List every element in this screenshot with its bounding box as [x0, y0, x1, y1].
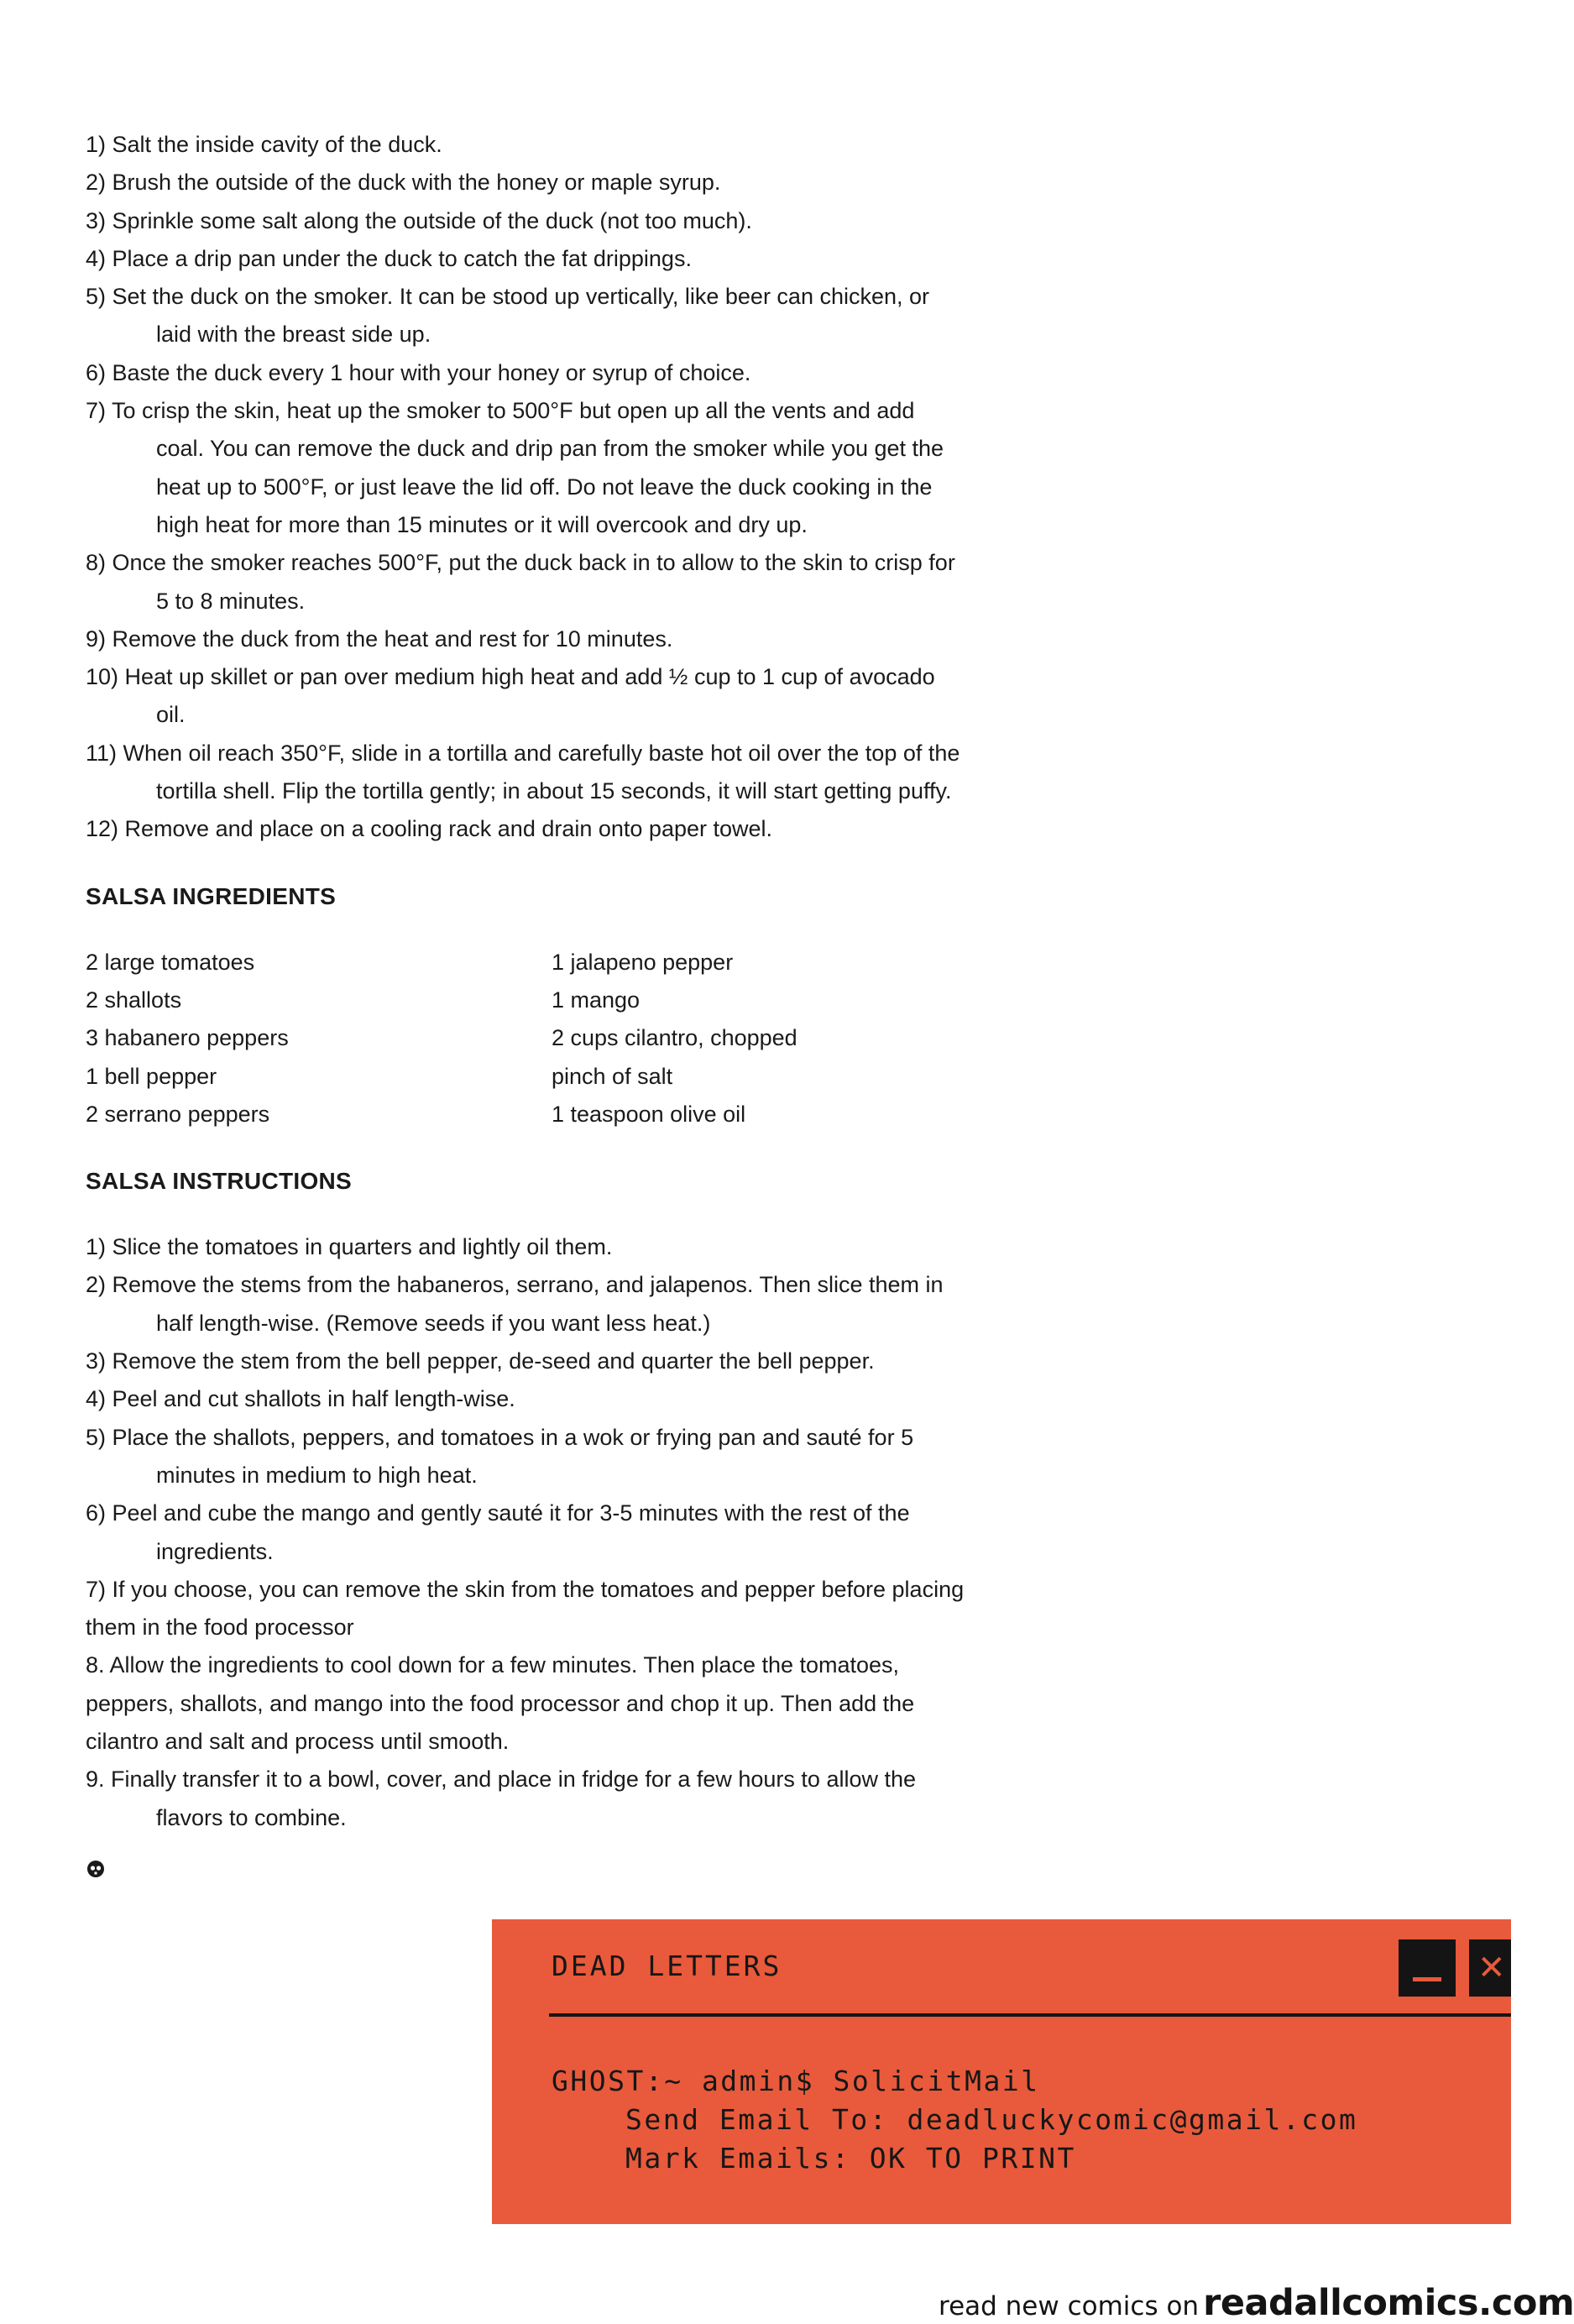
duck-step: 5) Set the duck on the smoker. It can be stood up vertically, like beer can chicken, or laid with the breast side up. [86, 284, 930, 348]
salsa-steps [86, 1228, 967, 1837]
ingredient: 1 teaspoon olive oil [552, 1101, 746, 1127]
duck-step: 6) Baste the duck every 1 hour with your honey or syrup of choice. [86, 359, 751, 385]
dead-letters-panel [492, 1919, 1511, 2224]
skull-end-mark-icon [86, 1859, 106, 1879]
terminal-output [552, 2062, 1357, 2178]
salsa-step: 5) Place the shallots, peppers, and tomatoes in a wok or frying pan and sauté for 5 minutes in medium to high heat. [86, 1424, 914, 1488]
salsa-instructions-heading: SALSA INSTRUCTIONS [86, 1168, 353, 1195]
ingredient: 3 habanero peppers [86, 1025, 289, 1051]
ingredient: pinch of salt [552, 1063, 673, 1089]
terminal-prompt: GHOST:~ admin$ SolicitMail [552, 2065, 1040, 2097]
salsa-step: 9. Finally transfer it to a bowl, cover, and place in fridge for a few hours to allow the flavors to combine. [86, 1767, 917, 1830]
recipe-page [86, 126, 967, 1883]
duck-step: 4) Place a drip pan under the duck to catch the fat drippings. [86, 245, 692, 271]
ingredient: 1 bell pepper [86, 1063, 217, 1089]
terminal-email-line: Send Email To: deadluckycomic@gmail.com [625, 2103, 1358, 2136]
ingredient: 2 shallots [86, 987, 182, 1013]
duck-step: 10) Heat up skillet or pan over medium high heat and add ½ cup to 1 cup of avocado oil. [86, 664, 935, 728]
duck-step: 12) Remove and place on a cooling rack and drain onto paper towel. [86, 816, 773, 842]
salsa-step: 8. Allow the ingredients to cool down for a few minutes. Then place the tomatoes, peppers, shallots, and mango into the food processor and chop it up. Then add the cilantro and salt and process until smooth. [86, 1652, 915, 1754]
salsa-step: 4) Peel and cut shallots in half length-wise. [86, 1386, 515, 1412]
close-icon: ✕ [1477, 1949, 1506, 1987]
ingredient: 1 jalapeno pepper [552, 949, 734, 975]
ingredient: 2 serrano peppers [86, 1101, 270, 1127]
ingredient: 1 mango [552, 987, 641, 1013]
minimize-button[interactable] [1399, 1939, 1456, 1997]
salsa-ingredients-heading: SALSA INGREDIENTS [86, 882, 337, 909]
duck-step: 8) Once the smoker reaches 500°F, put the duck back in to allow to the skin to crisp for 5 to 8 minutes. [86, 550, 955, 614]
salsa-step: 1) Slice the tomatoes in quarters and lightly oil them. [86, 1234, 613, 1260]
minimize-icon [1413, 1977, 1441, 1981]
footer-prefix: read new comics on [939, 2291, 1200, 2321]
duck-step: 7) To crisp the skin, heat up the smoker to 500°F but open up all the vents and add coal. You can remove the duck and drip pan from the smoker while you get the heat up to 500°F, or just leave the lid off. Do not leave the duck cooking in the high heat for more than 15 minutes or it will overcook and dry up. [86, 398, 944, 537]
duck-step: 11) When oil reach 350°F, slide in a tortilla and carefully baste hot oil over the top of the tortilla shell. Flip the tortilla gently; in about 15 seconds, it will start getting puffy. [86, 740, 960, 804]
footer-watermark [939, 2282, 1574, 2324]
salsa-ingredients-list [86, 944, 967, 1133]
ingredient: 2 cups cilantro, chopped [552, 1025, 797, 1051]
salsa-step: 6) Peel and cube the mango and gently sauté it for 3-5 minutes with the rest of the ingredients. [86, 1500, 910, 1564]
duck-step: 3) Sprinkle some salt along the outside of the duck (not too much). [86, 207, 752, 233]
duck-step: 1) Salt the inside cavity of the duck. [86, 132, 442, 157]
duck-step: 2) Brush the outside of the duck with the honey or maple syrup. [86, 170, 721, 196]
panel-divider [549, 2013, 1511, 2017]
duck-steps [86, 126, 967, 849]
salsa-step: 3) Remove the stem from the bell pepper, de-seed and quarter the bell pepper. [86, 1348, 875, 1374]
duck-step: 9) Remove the duck from the heat and rest for 10 minutes. [86, 625, 673, 652]
terminal-mark-line: Mark Emails: OK TO PRINT [625, 2142, 1076, 2175]
panel-title: DEAD LETTERS [552, 1950, 782, 1982]
close-button[interactable] [1469, 1939, 1511, 1997]
footer-site[interactable]: readallcomics.com [1203, 2282, 1574, 2324]
ingredient: 2 large tomatoes [86, 949, 255, 975]
salsa-step: 7) If you choose, you can remove the skin from the tomatoes and pepper before placing them in the food processor [86, 1576, 965, 1641]
salsa-step: 2) Remove the stems from the habaneros, serrano, and jalapenos. Then slice them in half length-wise. (Remove seeds if you want less heat.) [86, 1272, 944, 1336]
